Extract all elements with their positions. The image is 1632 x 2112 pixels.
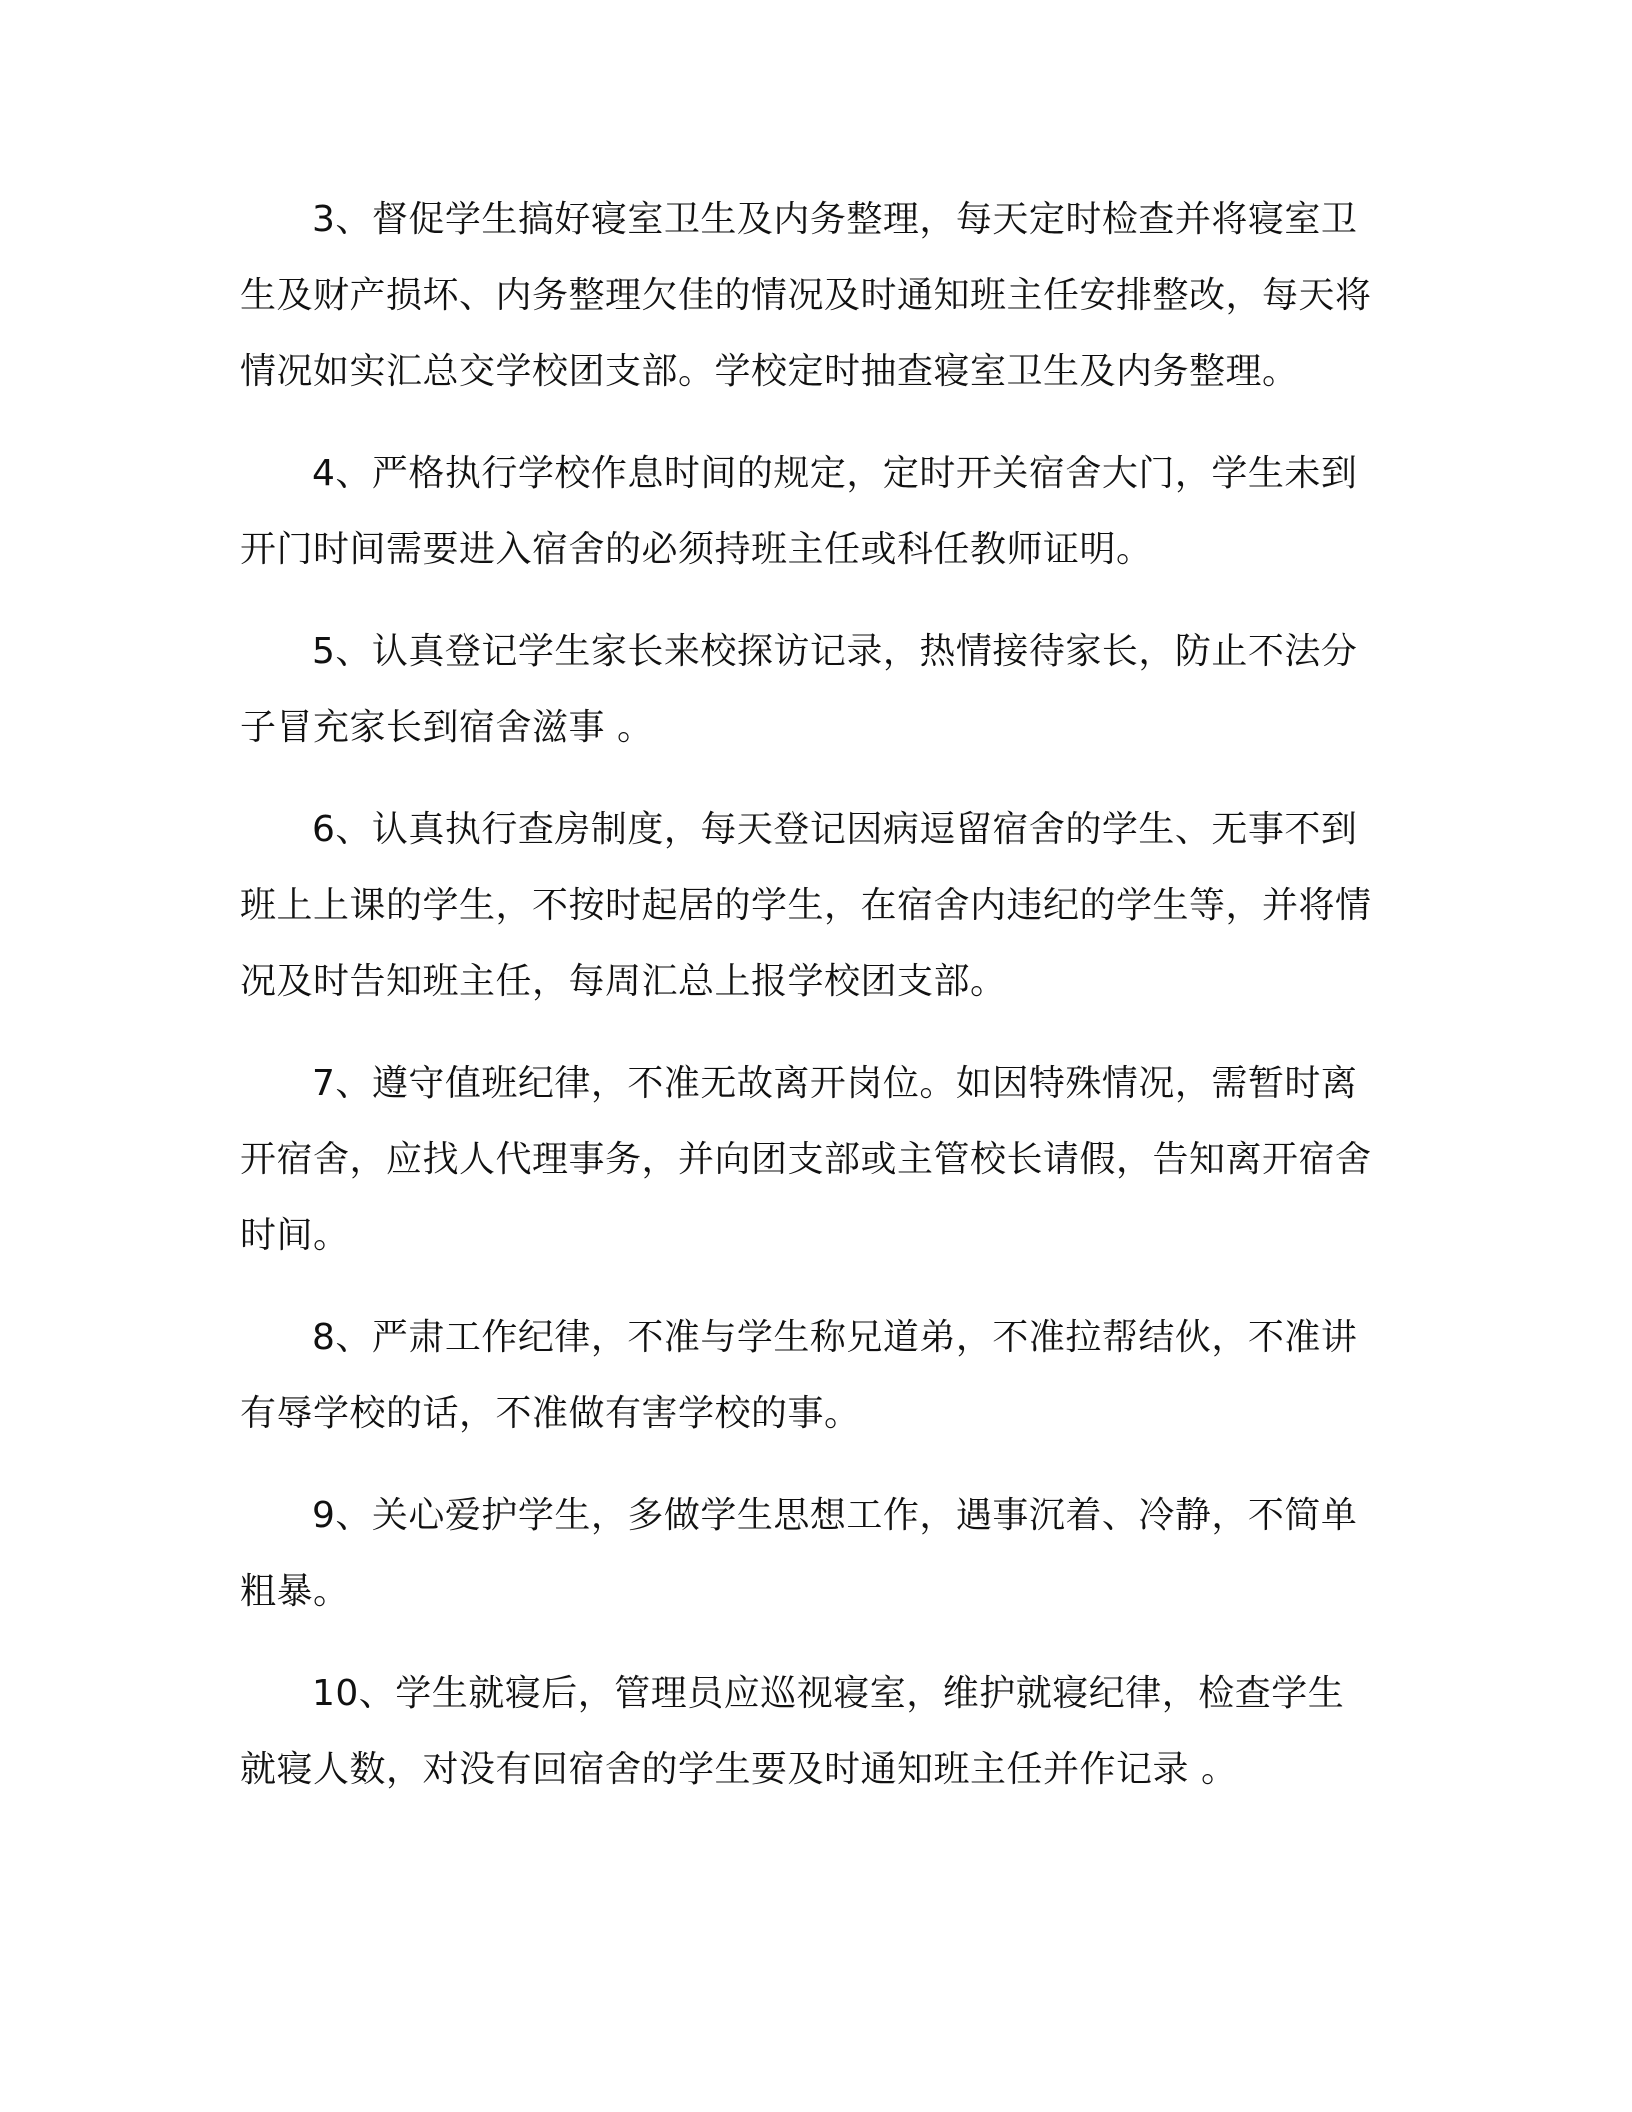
paragraph-item-10: 10、学生就寝后，管理员应巡视寝室，维护就寝纪律，检查学生就寝人数，对没有回宿舍的学生要及时通知班主任并作记录 。 (240, 1673, 1345, 1790)
paragraph-item-8: 8、严肃工作纪律，不准与学生称兄道弟，不准拉帮结伙，不准讲有辱学校的话，不准做有害学校的事。 (240, 1317, 1358, 1434)
document-body (240, 182, 1378, 1834)
paragraph-item-9: 9、关心爱护学生，多做学生思想工作，遇事沉着、冷静，不简单粗暴。 (240, 1495, 1358, 1612)
paragraph-item-4: 4、严格执行学校作息时间的规定，定时开关宿舍大门，学生未到开门时间需要进入宿舍的必须持班主任或科任教师证明。 (240, 453, 1358, 570)
paragraph-item-3: 3、督促学生搞好寝室卫生及内务整理，每天定时检查并将寝室卫生及财产损坏、内务整理欠佳的情况及时通知班主任安排整改，每天将情况如实汇总交学校团支部。学校定时抽查寝室卫生及内务整理。 (240, 199, 1372, 392)
paragraph-item-7: 7、遵守值班纪律，不准无故离开岗位。如因特殊情况，需暂时离开宿舍，应找人代理事务，并向团支部或主管校长请假，告知离开宿舍时间。 (240, 1063, 1372, 1256)
paragraph-item-5: 5、认真登记学生家长来校探访记录，热情接待家长，防止不法分子冒充家长到宿舍滋事 。 (240, 631, 1358, 748)
paragraph-item-6: 6、认真执行查房制度，每天登记因病逗留宿舍的学生、无事不到班上上课的学生，不按时起居的学生，在宿舍内违纪的学生等，并将情况及时告知班主任，每周汇总上报学校团支部。 (240, 809, 1372, 1002)
